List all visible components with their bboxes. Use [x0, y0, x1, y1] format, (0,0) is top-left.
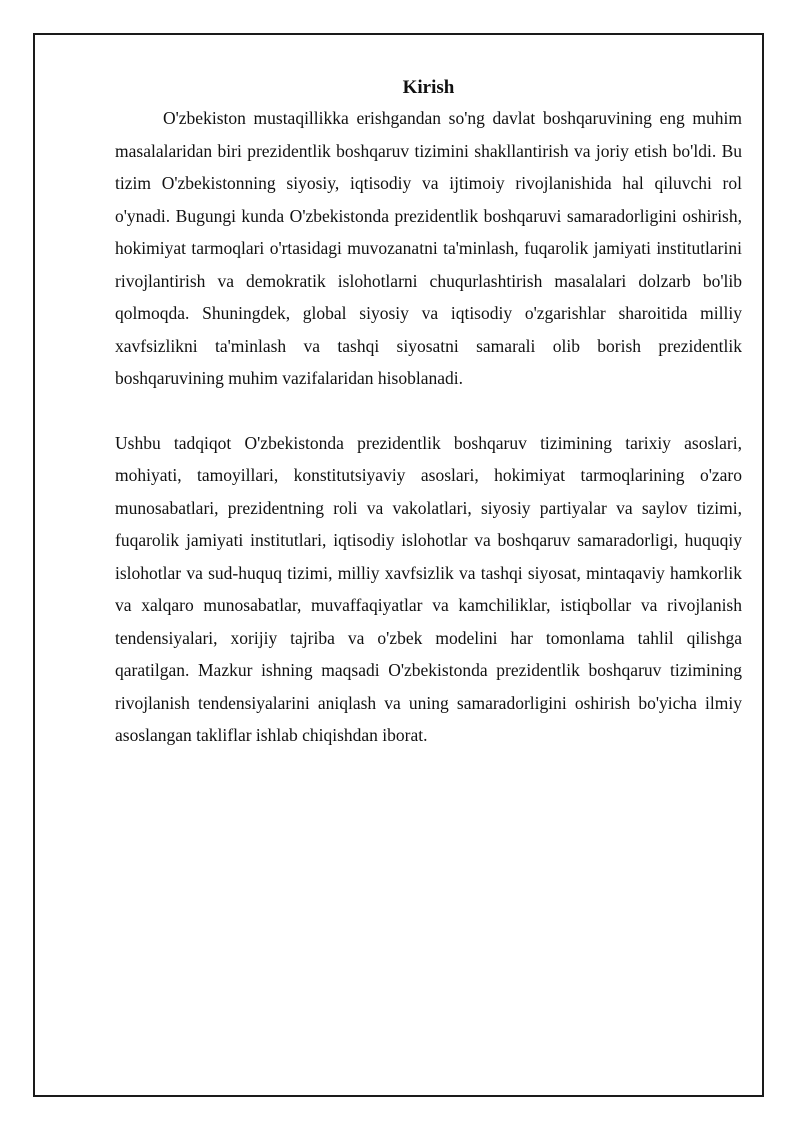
- paragraph-spacer: [115, 395, 742, 427]
- document-body: [115, 74, 742, 752]
- paragraph-2: Ushbu tadqiqot O'zbekistonda prezidentlik boshqaruv tizimining tarixiy asoslari, mohiyati, tamoyillari, konstitutsiyaviy asoslari, hokimiyat tarmoqlarining o'zaro munosabatlari, prezidentning roli va vakolatlari, siyosiy partiyalar va saylov tizimi, fuqarolik jamiyati institutlari, iqtisodiy islohotlar va boshqaruv samaradorligi, huquqiy islohotlar va sud-huquq tizimi, milliy xavfsizlik va tashqi siyosat, mintaqaviy hamkorlik va xalqaro munosabatlar, muvaffaqiyatlar va kamchiliklar, istiqbollar va rivojlanish tendensiyalari, xorijiy tajriba va o'zbek modelini har tomonlama tahlil qilishga qaratilgan. Mazkur ishning maqsadi O'zbekistonda prezidentlik boshqaruv tizimining rivojlanish tendensiyalarini aniqlash va uning samaradorligini oshirish bo'yicha ilmiy asoslangan takliflar ishlab chiqishdan iborat.: [115, 432, 742, 745]
- paragraph-1: O'zbekiston mustaqillikka erishgandan so'ng davlat boshqaruvining eng muhim masalalaridan biri prezidentlik boshqaruv tizimini shakllantirish va joriy etish bo'ldi. Bu tizim O'zbekistonning siyosiy, iqtisodiy va ijtimoiy rivojlanishida hal qiluvchi rol o'ynadi. Bugungi kunda O'zbekistonda prezidentlik boshqaruvi samaradorligini oshirish, hokimiyat tarmoqlari o'rtasidagi muvozanatni ta'minlash, fuqarolik jamiyati institutlarini rivojlantirish va demokratik islohotlarni chuqurlashtirish masalalari dolzarb bo'lib qolmoqda. Shuningdek, global siyosiy va iqtisodiy o'zgarishlar sharoitida milliy xavfsizlikni ta'minlash va tashqi siyosatni samarali olib borish prezidentlik boshqaruvining muhim vazifalaridan hisoblanadi.: [115, 108, 742, 388]
- section-title: Kirish: [402, 77, 455, 98]
